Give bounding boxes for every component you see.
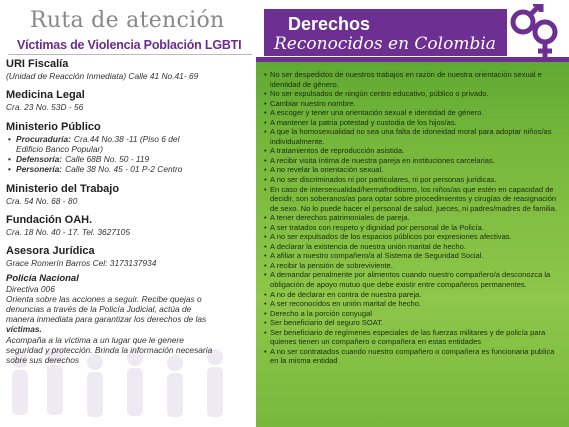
entity-title: Medicina Legal: [6, 89, 85, 102]
rights-list-item: • A que la homosexualidad no sea una falta de idoneidad moral para adoptar niños/as individualmente.: [264, 127, 562, 146]
divider: [8, 54, 252, 55]
entity-detail: Cra. 54 No. 68 - 80: [6, 195, 78, 206]
rights-list-item: • A demandar penalmente por alimentos cuando nuestro compañero/a desconozca la obligación de apoyo mutuo que debe existir entre compañeros permanentes.: [264, 270, 562, 289]
rights-list-item: • A tratamientos de reproducción asistida.: [264, 146, 562, 156]
item-label: Defensoría:: [16, 154, 63, 165]
rights-list-item: • A mantener la patria potestad y custodia de los hijos/as.: [264, 118, 562, 128]
rights-list-item: • Ser beneficiario de regímenes especiales de las fuerzas militares y de policía para quienes tienen un compañero o compañera en estas entidades: [264, 328, 562, 347]
item-label: Procuraduría:: [16, 133, 71, 144]
rights-list: [264, 70, 562, 366]
rights-list-item: • En caso de intersexualidad/hermafroditismo, los niños/as que estén en capacidad de decidir, son soberanos/as para optar sobre procedimientos y cirugías de reasignación de sexo. No lo puede hacer el personal de salud, jueces, ni padres/madres de familia.: [264, 185, 562, 214]
item-text: Calle 68B No. 50 - 119: [65, 154, 150, 165]
rights-list-item: • A no de declarar en contra de nuestra pareja.: [264, 290, 562, 300]
rights-list-item: • A escoger y tener una orientación sexual e identidad de género.: [264, 108, 562, 118]
policia-line: víctimas.: [6, 324, 42, 335]
rights-list-item: • Derecho a la porción conyugal: [264, 309, 562, 319]
rights-heading: Derechos: [288, 14, 371, 34]
entity-title: Asesora Jurídica: [6, 245, 95, 258]
left-panel: [0, 0, 256, 427]
list-item: • Defensoría: Calle 68B No. 50 - 119: [8, 154, 150, 165]
rights-list-item: • A no ser discriminados ni por particulares, ni por personas jurídicas.: [264, 175, 562, 185]
entity-ministerio-publico: [6, 121, 254, 175]
rights-subheading: Reconocidos en Colombia: [274, 34, 496, 54]
entity-detail: Cra. 18 No. 40 - 17. Tel. 3627105: [6, 227, 131, 238]
entity-title: Fundación OAH.: [6, 214, 93, 227]
list-item: • Personería: Calle 38 No. 45 - 01 P-2 Centro: [8, 164, 183, 175]
entity-title: URI Fiscalía: [6, 58, 69, 70]
policia-line: manera inmediata para garantizar los derechos de las: [6, 314, 207, 325]
rights-list-item: • A ser tratados con respeto y dignidad por personal de la Policía.: [264, 223, 562, 233]
rights-list-item: • A recibir visita íntima de nuestra pareja en instituciones carcelarias.: [264, 156, 562, 166]
entity-detail: (Unidad de Reacción Inmediata) Calle 41 No.41- 69: [6, 71, 199, 81]
rights-list-item: • A no ser expulsados de los espacios públicos por expresiones afectivas.: [264, 232, 562, 242]
item-text: Calle 38 No. 45 - 01 P-2 Centro: [65, 164, 183, 175]
entity-title: Policía Nacional: [6, 272, 79, 284]
entity-title: Ministerio Público: [6, 120, 101, 133]
item-text: Cra.44 No.38 -11 (Piso 6 del: [73, 133, 180, 144]
rights-list-item: • A afiliar a nuestro compañero/a al Sistema de Seguridad Social.: [264, 251, 562, 261]
policia-line: denuncias a través de la Policía Judicial, actúa de: [6, 304, 192, 315]
lgbt-gender-symbols-icon: [501, 4, 565, 60]
entity-policia-nacional: [6, 273, 254, 366]
rights-list-item: • A no revelar la orientación sexual.: [264, 165, 562, 175]
rights-list-item: • No ser expulsados de ningún centro educativo, público o privado.: [264, 89, 562, 99]
list-item-continuation: [8, 144, 254, 154]
list-item: • Procuraduría: Cra.44 No.38 -11 (Piso 6 del: [8, 133, 180, 144]
policia-line: sobre sus derechos: [6, 355, 80, 366]
page-subtitle: Víctimas de Violencia Población LGBTI: [17, 38, 242, 52]
entity-medicina-legal: [6, 89, 254, 112]
entity-uri: [6, 58, 254, 81]
entities-list: [6, 58, 254, 365]
entity-fundacion: [6, 214, 254, 237]
policia-line: Acompaña a la víctima a un lugar que le genere: [6, 334, 184, 345]
item-text: Edificio Banco Popular): [16, 143, 104, 154]
page-title: Ruta de atención: [30, 8, 225, 33]
policia-line: Directiva 006: [6, 283, 55, 294]
item-label: Personería:: [16, 164, 63, 175]
policia-line: Orienta sobre las acciones a seguir. Recibe quejas o: [6, 293, 202, 304]
rights-list-item: • No ser despedidos de nuestros trabajos en razón de nuestra orientación sexual e identidad de género.: [264, 70, 562, 89]
rights-list-item: • A ser reconocidos en unión marital de hecho.: [264, 299, 562, 309]
entity-asesora-juridica: [6, 245, 254, 268]
rights-list-item: • Cambiar nuestro nombre.: [264, 99, 562, 109]
rights-list-item: • A no ser contratados cuando nuestro compañero o compañera es funcionaria publica en la misma entidad: [264, 347, 562, 366]
entity-detail: Cra. 23 No. 53D - 56: [6, 102, 84, 113]
right-panel: [256, 0, 569, 427]
entity-ministerio-trabajo: [6, 183, 254, 206]
entity-detail: Grace Romerín Barros Cel: 3173137934: [6, 258, 157, 269]
rights-list-item: • A declarar la existencia de nuestra unión marital de hecho.: [264, 242, 562, 252]
policia-line: seguridad y protección. Brinda la información necesaria: [6, 344, 213, 355]
rights-list-item: • A tener derechos patrimoniales de pareja.: [264, 213, 562, 223]
entity-title: Ministerio del Trabajo: [6, 182, 120, 195]
rights-list-item: • Ser beneficiario del seguro SOAT.: [264, 318, 562, 328]
rights-list-item: • A recibir la pensión de sobreviviente.: [264, 261, 562, 271]
